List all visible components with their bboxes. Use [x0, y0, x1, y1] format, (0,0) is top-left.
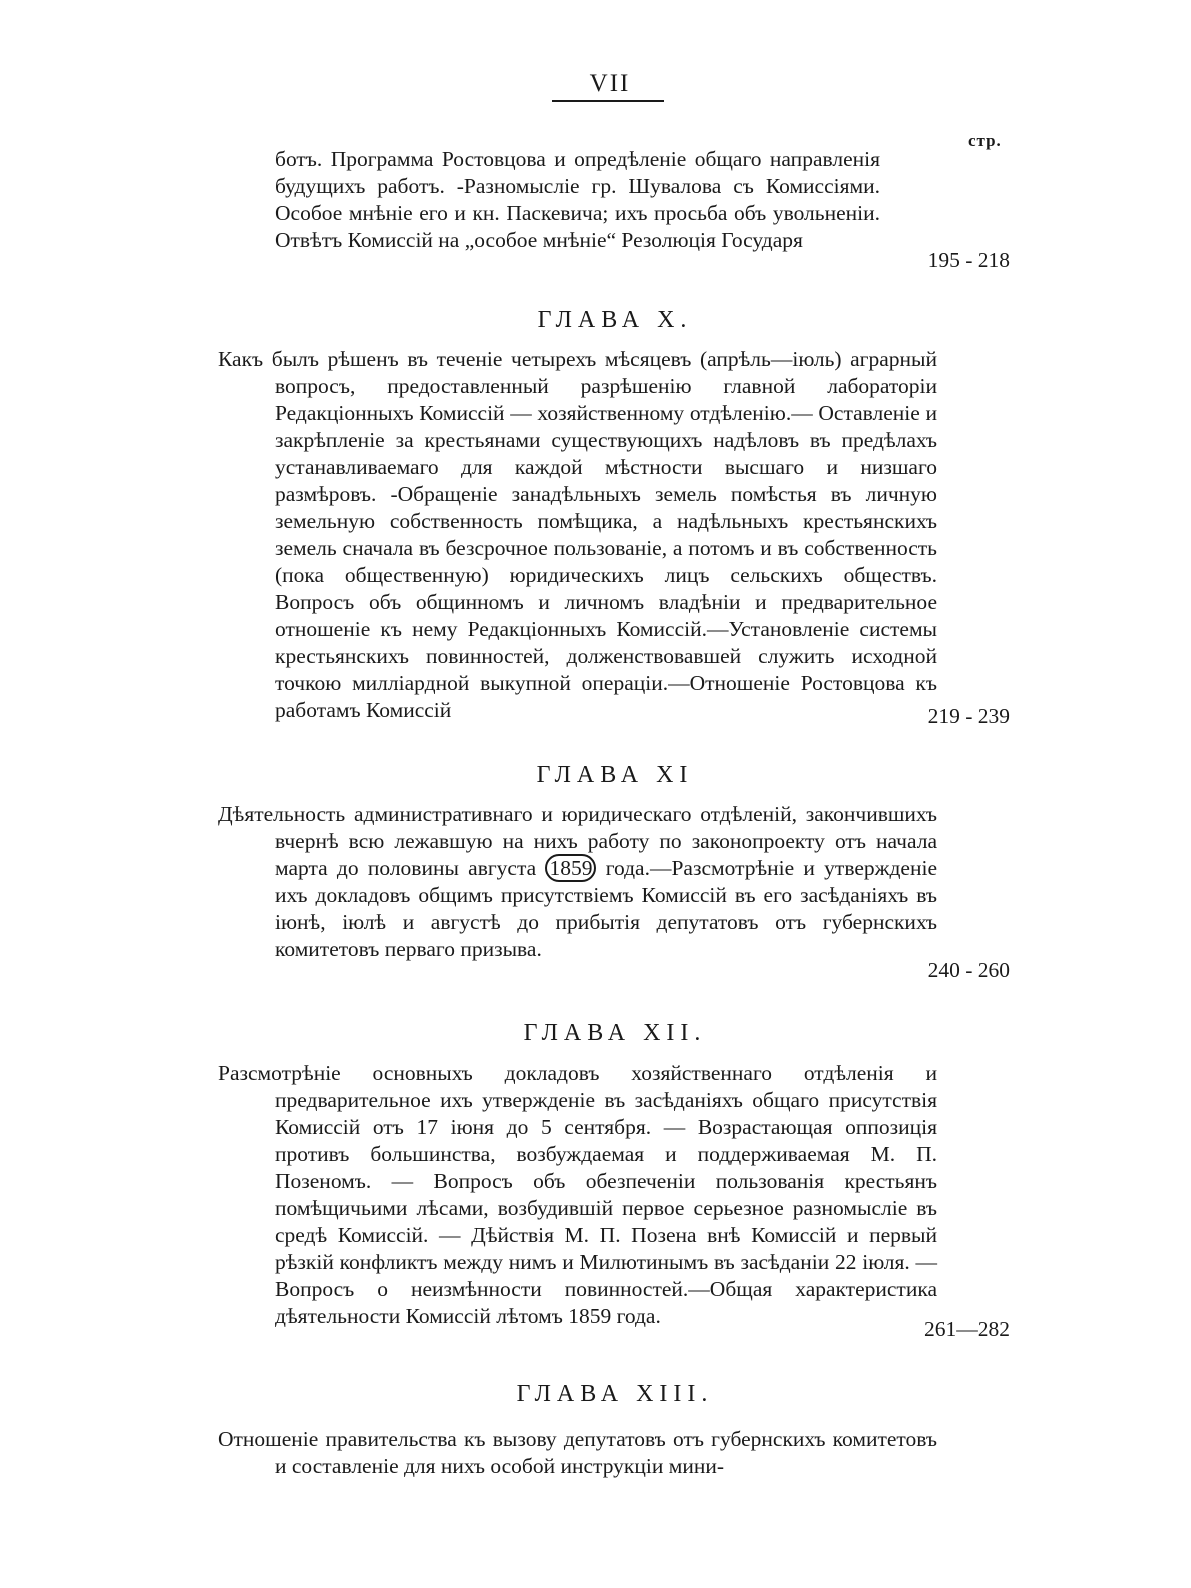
chapter-title: ГЛАВА XIII. [516, 1381, 714, 1407]
entry-pages: 261—282 [924, 1317, 1010, 1341]
page-number: VII [589, 70, 631, 97]
chapter-title: ГЛАВА X. [537, 307, 693, 333]
page-number-rule [552, 100, 664, 102]
entry-text: Разсмотрѣніе основныхъ докладовъ хозяйственнаго отдѣленія и предварительное ихъ утвержденіе въ засѣданіяхъ общаго присутствія Комиссій отъ 17 іюня до 5 сентября. — Возрастающая оппозиція противъ большинства, возбуждаемая и поддерживаемая М. П. Позеномъ. — Вопросъ объ обезпеченіи пользованія крестьянъ помѣщичьими лѣсами, возбудившій первое серьезное разномысліе въ средѣ Комиссій. — Дѣйствія М. П. Позена внѣ Комиссій и первый рѣзкій конфликтъ между нимъ и Милютинымъ въ засѣданіи 22 іюля. — Вопросъ о неизмѣнности повинностей.—Общая характеристика дѣятельности Комиссій лѣтомъ 1859 года. [218, 1061, 937, 1328]
entry-pages: 195 - 218 [927, 248, 1010, 272]
chapter-title: ГЛАВА XII. [523, 1020, 707, 1046]
entry-text: Какъ былъ рѣшенъ въ теченіе четырехъ мѣсяцевъ (апрѣль—іюль) аграрный вопросъ, предоставленный разрѣшенію главной лабораторіи Редакціонныхъ Комиссій — хозяйственному отдѣленію.— Оставленіе и закрѣпленіе за крестьянами существующихъ надѣловъ въ предѣлахъ устанавливаемаго для каждой мѣстности высшаго и низшаго размѣровъ. -Обращеніе занадѣльныхъ земель помѣстья въ личную земельную собственность помѣщика, а надѣльныхъ крестьянскихъ земель сначала въ безсрочное пользованіе, а потомъ и въ собственность (пока общественную) юридическихъ лицъ сельскихъ обществъ. Вопросъ объ общинномъ и личномъ владѣніи и предварительное отношеніе къ нему Редакціонныхъ Комиссій.—Установленіе системы крестьянскихъ повинностей, долженствовавшей служить исходной точкою миллiардной выкупной операціи.—Отношеніе Ростовцова къ работамъ Комиссій [218, 347, 937, 722]
entry-text: Отношеніе правительства къ вызову депутатовъ отъ губернскихъ комитетовъ и составленіе для нихъ особой инструкціи мини- [218, 1427, 937, 1478]
entry-text-part: Дѣятельность административнаго и юридическаго отдѣленій, закончившихъ вчернѣ всю лежавшую на нихъ работу по законопроекту отъ начала марта до половины августа [218, 802, 937, 880]
page-column-label: стр. [968, 131, 1002, 150]
entry-text [218, 801, 937, 963]
entry-text-part: года.—Разсмотрѣніе и утвержденіе ихъ докладовъ общимъ присутствіемъ Комиссій въ его засѣданіяхъ въ іюнѣ, іюлѣ и августѣ до прибытія депутатовъ отъ губернскихъ комитетовъ перваго призыва. [275, 856, 937, 961]
entry-pages: 219 - 239 [927, 704, 1010, 728]
chapter-title: ГЛАВА XI [536, 762, 694, 788]
circled-year: 1859 [545, 854, 596, 882]
entry-pages: 240 - 260 [927, 958, 1010, 982]
entry-text: ботъ. Программа Ростовцова и опредѣленіе общаго направленія будущихъ работъ. -Разномысліе гр. Шувалова съ Комиссіями. Особое мнѣніе его и кн. Паскевича; ихъ просьба объ увольненіи. Отвѣтъ Комиссій на „особое мнѣніе“ Резолюція Государя [275, 147, 880, 252]
